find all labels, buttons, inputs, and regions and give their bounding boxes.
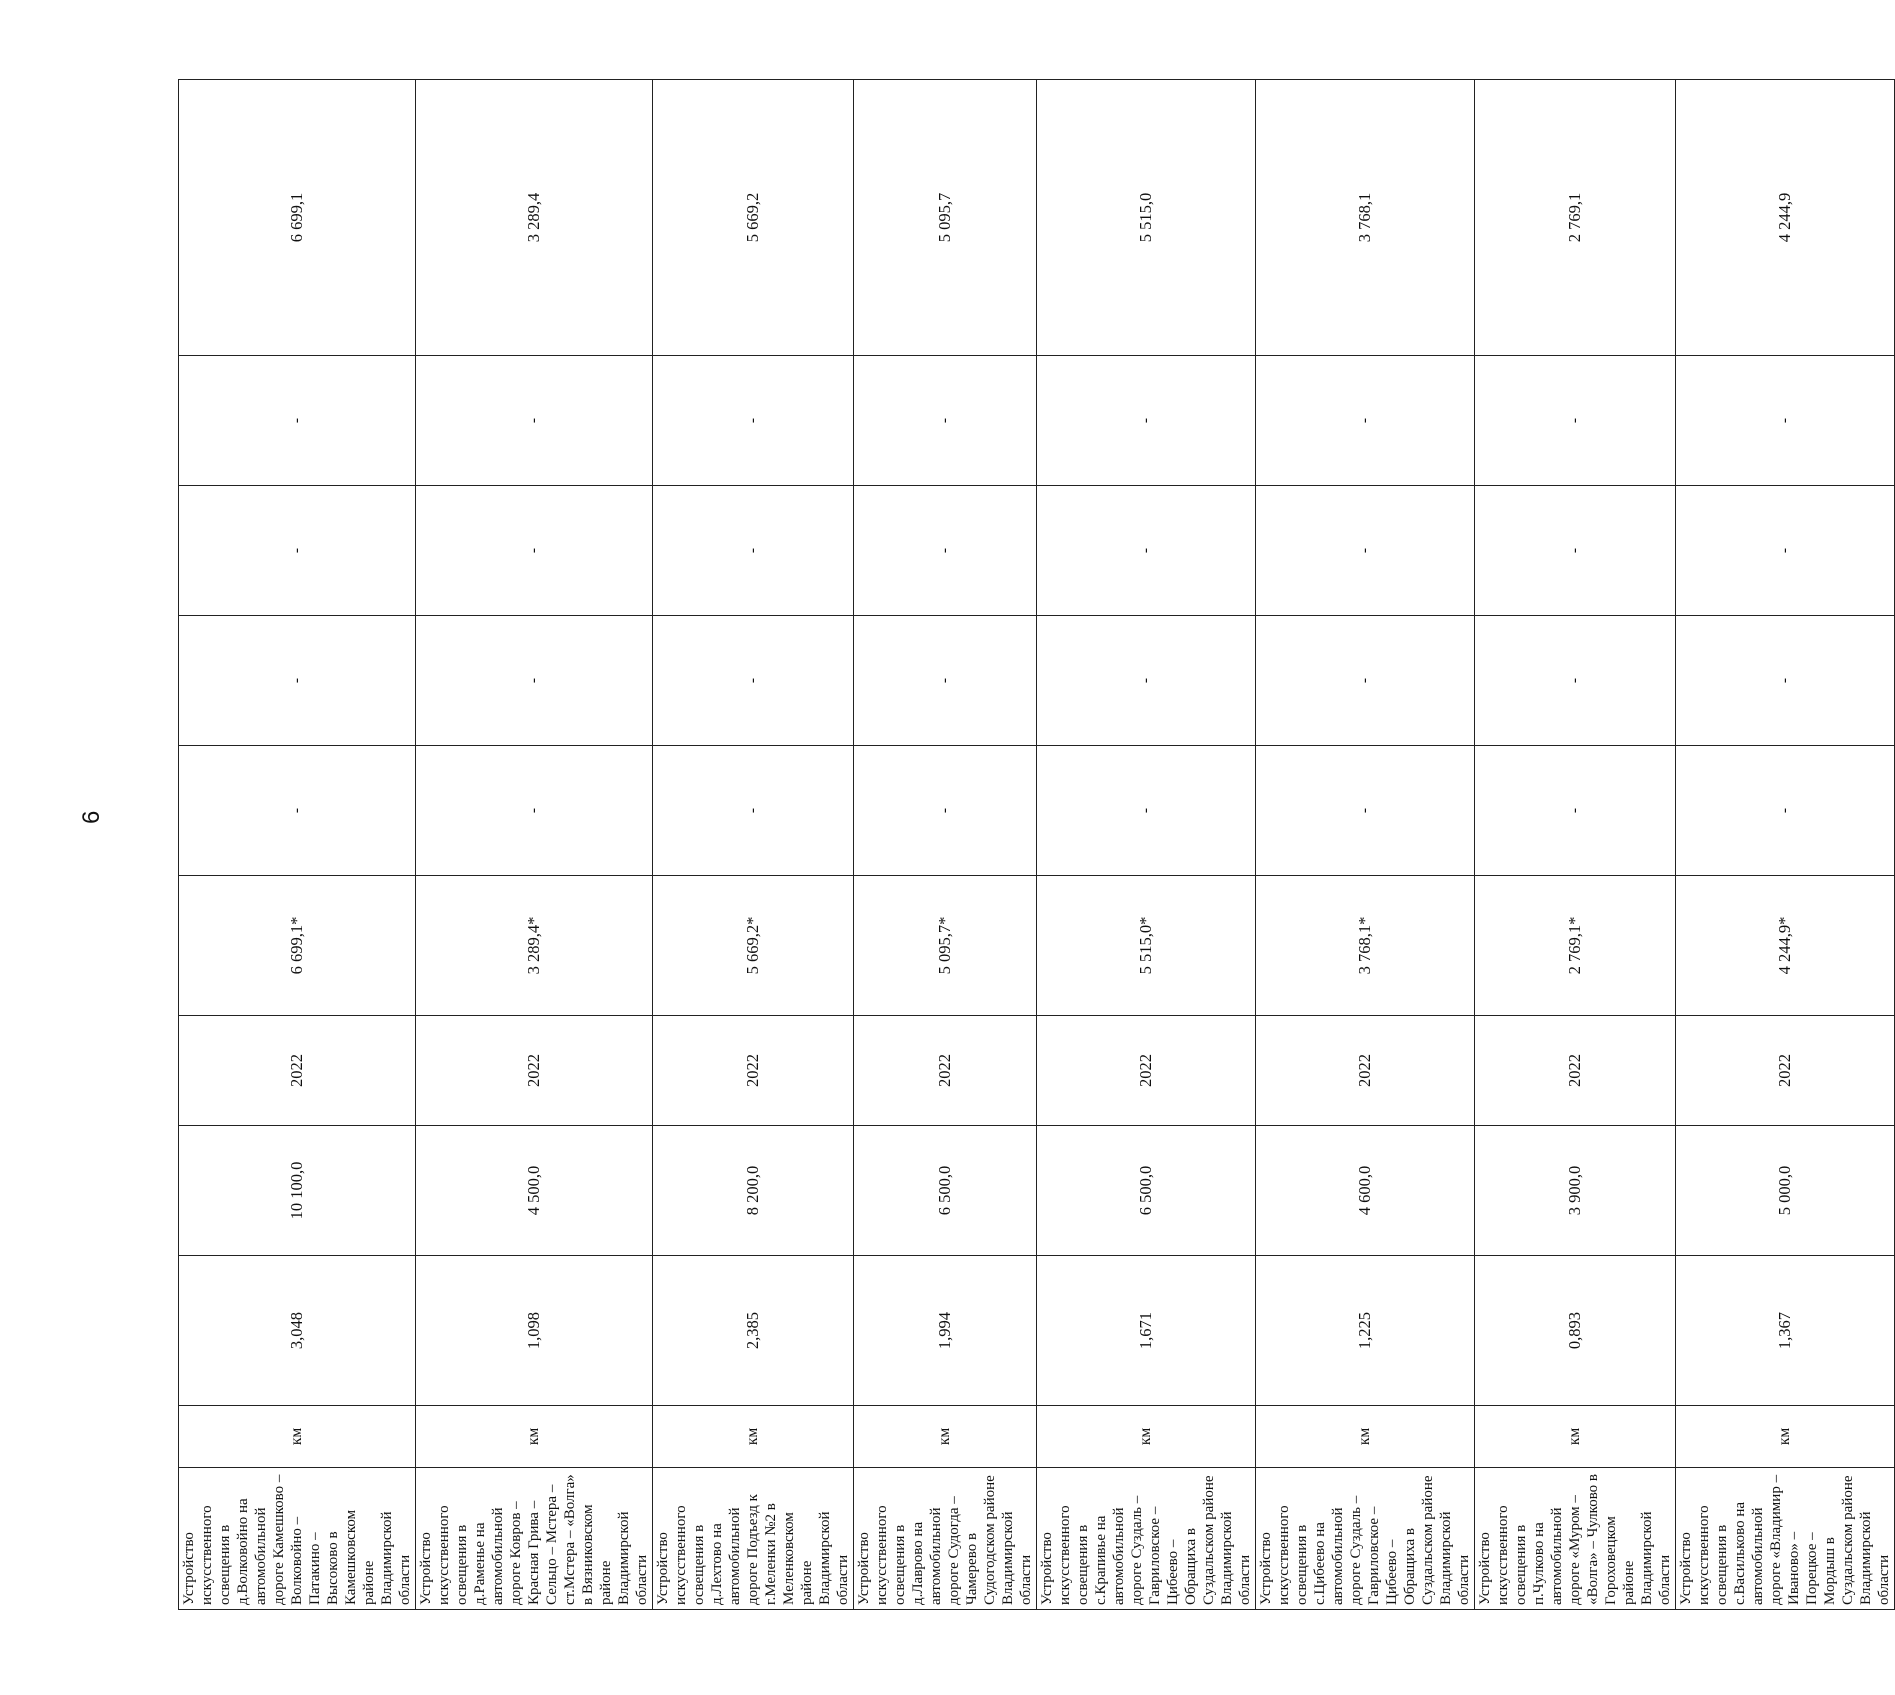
cost-cell: 3 900,0 [1475, 1126, 1676, 1256]
funding-amount-cell: 5 669,2* [653, 876, 854, 1016]
data-table-container [178, 80, 1892, 1610]
empty-value-cell: - [1256, 616, 1475, 746]
year-cell: 2022 [854, 1016, 1037, 1126]
total-amount-cell: 2 769,1 [1475, 80, 1676, 356]
empty-value-cell: - [653, 746, 854, 876]
page-number: 6 [78, 810, 105, 824]
empty-value-cell: - [179, 746, 416, 876]
year-cell: 2022 [1037, 1016, 1256, 1126]
table-row [854, 80, 1037, 1610]
project-description-cell: Устройство искусственного освещения в д.Раменье на автомобильной дороге Ковров – Красная Грива – Сельцо – Мстера – ст.Мстера – «Волга» в Вязниковском районе Владимирской области [416, 1468, 653, 1610]
length-cell: 3,048 [179, 1256, 416, 1406]
table-row [1256, 80, 1475, 1610]
empty-value-cell: - [854, 356, 1037, 486]
table-row [416, 80, 653, 1610]
empty-value-cell: - [1676, 356, 1895, 486]
project-description-cell: Устройство искусственного освещения в д.Лаврово на автомобильной дороге Судогда – Чамерево в Судогодском районе Владимирской области [854, 1468, 1037, 1610]
funding-amount-cell: 5 095,7* [854, 876, 1037, 1016]
total-amount-cell: 4 244,9 [1676, 80, 1895, 356]
year-cell: 2022 [1676, 1016, 1895, 1126]
cost-cell: 6 500,0 [1037, 1126, 1256, 1256]
length-cell: 0,893 [1475, 1256, 1676, 1406]
unit-cell: км [1256, 1406, 1475, 1468]
empty-value-cell: - [1475, 486, 1676, 616]
empty-value-cell: - [179, 616, 416, 746]
unit-cell: км [854, 1406, 1037, 1468]
length-cell: 2,385 [653, 1256, 854, 1406]
year-cell: 2022 [1475, 1016, 1676, 1126]
total-amount-cell: 5 669,2 [653, 80, 854, 356]
total-amount-cell: 3 768,1 [1256, 80, 1475, 356]
cost-cell: 10 100,0 [179, 1126, 416, 1256]
project-description-cell: Устройство искусственного освещения в д.Волковойно на автомобильной дороге Камешково – Волковойно – Патакино – Высоково в Камешковском районе Владимирской области [179, 1468, 416, 1610]
total-amount-cell: 5 515,0 [1037, 80, 1256, 356]
total-amount-cell: 6 699,1 [179, 80, 416, 356]
year-cell: 2022 [1256, 1016, 1475, 1126]
empty-value-cell: - [1676, 746, 1895, 876]
cost-cell: 6 500,0 [854, 1126, 1037, 1256]
empty-value-cell: - [854, 486, 1037, 616]
project-description-cell: Устройство искусственного освещения в с.Цибеево на автомобильной дороге Суздаль – Гавриловское – Цибеево – Обращиха в Суздальском районе Владимирской области [1256, 1468, 1475, 1610]
project-description-cell: Устройство искусственного освещения в д.Лехтово на автомобильной дороге Подъезд к г.Меленки №2 в Меленковском районе Владимирской области [653, 1468, 854, 1610]
empty-value-cell: - [1676, 616, 1895, 746]
project-description-cell: Устройство искусственного освещения в п.Чулково на автомобильной дороге «Муром – «Волга» – Чулково в Гороховецком районе Владимирской области [1475, 1468, 1676, 1610]
length-cell: 1,098 [416, 1256, 653, 1406]
cost-cell: 4 500,0 [416, 1126, 653, 1256]
unit-cell: км [1676, 1406, 1895, 1468]
table-row [653, 80, 854, 1610]
unit-cell: км [1475, 1406, 1676, 1468]
empty-value-cell: - [1037, 486, 1256, 616]
cost-cell: 5 000,0 [1676, 1126, 1895, 1256]
empty-value-cell: - [653, 616, 854, 746]
unit-cell: км [416, 1406, 653, 1468]
empty-value-cell: - [416, 746, 653, 876]
empty-value-cell: - [854, 616, 1037, 746]
year-cell: 2022 [653, 1016, 854, 1126]
funding-amount-cell: 2 769,1* [1475, 876, 1676, 1016]
total-amount-cell: 3 289,4 [416, 80, 653, 356]
empty-value-cell: - [416, 486, 653, 616]
empty-value-cell: - [1037, 356, 1256, 486]
empty-value-cell: - [179, 356, 416, 486]
lighting-projects-table [178, 79, 1895, 1610]
empty-value-cell: - [1037, 746, 1256, 876]
empty-value-cell: - [416, 616, 653, 746]
table-row [1676, 80, 1895, 1610]
funding-amount-cell: 6 699,1* [179, 876, 416, 1016]
empty-value-cell: - [1037, 616, 1256, 746]
empty-value-cell: - [1475, 616, 1676, 746]
empty-value-cell: - [1676, 486, 1895, 616]
empty-value-cell: - [416, 356, 653, 486]
empty-value-cell: - [1256, 746, 1475, 876]
length-cell: 1,367 [1676, 1256, 1895, 1406]
table-row [1037, 80, 1256, 1610]
table-row [1475, 80, 1676, 1610]
empty-value-cell: - [1256, 486, 1475, 616]
empty-value-cell: - [653, 486, 854, 616]
cost-cell: 4 600,0 [1256, 1126, 1475, 1256]
empty-value-cell: - [1475, 746, 1676, 876]
funding-amount-cell: 3 768,1* [1256, 876, 1475, 1016]
empty-value-cell: - [653, 356, 854, 486]
unit-cell: км [1037, 1406, 1256, 1468]
funding-amount-cell: 3 289,4* [416, 876, 653, 1016]
year-cell: 2022 [416, 1016, 653, 1126]
empty-value-cell: - [1475, 356, 1676, 486]
table-row [179, 80, 416, 1610]
project-description-cell: Устройство искусственного освещения в с.Васильково на автомобильной дороге «Владимир – Иваново» – Порецкое – Мордыш в Суздальском районе Владимирской области [1676, 1468, 1895, 1610]
year-cell: 2022 [179, 1016, 416, 1126]
length-cell: 1,671 [1037, 1256, 1256, 1406]
unit-cell: км [653, 1406, 854, 1468]
length-cell: 1,225 [1256, 1256, 1475, 1406]
funding-amount-cell: 5 515,0* [1037, 876, 1256, 1016]
empty-value-cell: - [179, 486, 416, 616]
cost-cell: 8 200,0 [653, 1126, 854, 1256]
total-amount-cell: 5 095,7 [854, 80, 1037, 356]
project-description-cell: Устройство искусственного освещения в с.Крапивье на автомобильной дороге Суздаль – Гавриловское – Цибеево – Обращиха в Суздальском районе Владимирской области [1037, 1468, 1256, 1610]
length-cell: 1,994 [854, 1256, 1037, 1406]
funding-amount-cell: 4 244,9* [1676, 876, 1895, 1016]
empty-value-cell: - [1256, 356, 1475, 486]
empty-value-cell: - [854, 746, 1037, 876]
unit-cell: км [179, 1406, 416, 1468]
